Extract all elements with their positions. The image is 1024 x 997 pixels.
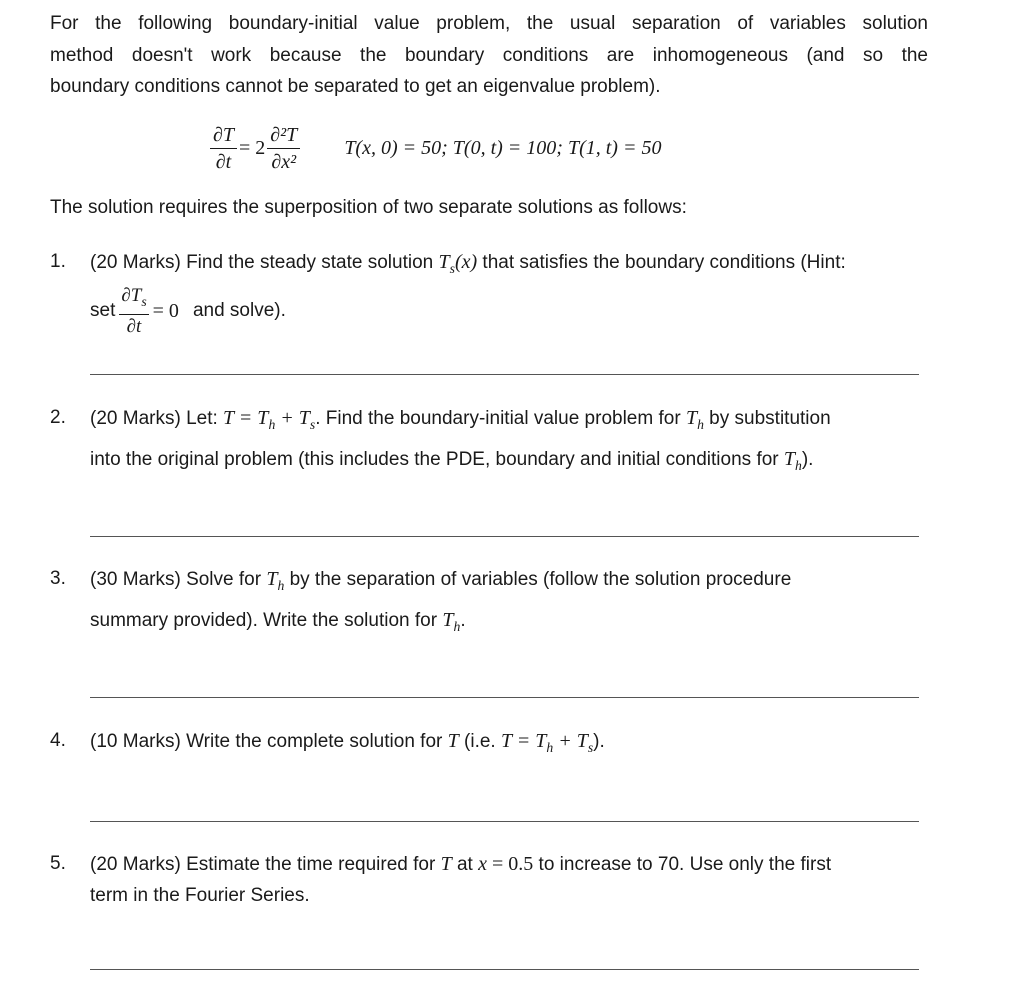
question-4-line-1: (10 Marks) Write the complete solution for T (i.e. $T = T_h + T_s$).	[90, 730, 605, 755]
question-2-line-1: (20 Marks) Let: $T = T_h + T_s$. Find the boundary-initial value problem for $T_h$ by substitution	[90, 407, 831, 432]
question-5-line-1: (20 Marks) Estimate the time required for T at x = 0.5 to increase to 70. Use only the first	[90, 853, 832, 875]
question-5-line-2: term in the Fourier Series.	[90, 885, 310, 906]
answer-line-3	[90, 697, 919, 698]
question-number: 5.	[50, 853, 66, 874]
question-1-line-1: (20 Marks) Find the steady state solution $T_s(x)$ that satisfies the boundary conditions (Hint:	[90, 251, 846, 276]
question-3-line-1: (30 Marks) Solve for $T_h$ by the separation of variables (follow the solution procedure	[90, 568, 792, 593]
intro-line-3: boundary conditions cannot be separated to get an eigenvalue problem).	[50, 76, 661, 97]
intro-line-2: method doesn't work because the boundary conditions are inhomogeneous (and so the	[50, 44, 928, 66]
intro-line-1: For the following boundary-initial value problem, the usual separation of variables solution	[50, 13, 928, 34]
question-1-line-2: set $\frac{\partial T_s}{\partial t}$ = 0 and solve).	[90, 285, 286, 337]
equation-coefficient: = 2	[239, 136, 266, 159]
question-number: 4.	[50, 730, 66, 751]
boundary-conditions: T(x, 0) = 50; T(0, t) = 100; T(1, t) = 50	[344, 136, 662, 159]
dT-dt-fraction: $\frac{\partial T}{\partial t}$	[210, 124, 237, 173]
question-number: 1.	[50, 251, 66, 272]
question-2-line-2: into the original problem (this includes the PDE, boundary and initial conditions for $T_h$).	[90, 447, 814, 473]
answer-line-4	[90, 821, 919, 822]
d2T-dx2-fraction: $\frac{\text{∂²T}}{\text{∂x²}}$	[267, 124, 300, 173]
answer-line-1	[90, 374, 919, 375]
question-number: 2.	[50, 407, 66, 428]
intro-paragraph	[50, 8, 928, 103]
heat-equation	[210, 118, 770, 178]
dTs-dt-fraction: $\frac{\partial T_s}{\partial t}$	[121, 285, 147, 337]
answer-line-2	[90, 536, 919, 537]
lead-sentence: The solution requires the superposition of two separate solutions as follows:	[50, 197, 687, 218]
answer-line-5	[90, 969, 919, 970]
question-3-line-2: summary provided). Write the solution for $T_h$.	[90, 608, 466, 634]
question-number: 3.	[50, 568, 66, 589]
